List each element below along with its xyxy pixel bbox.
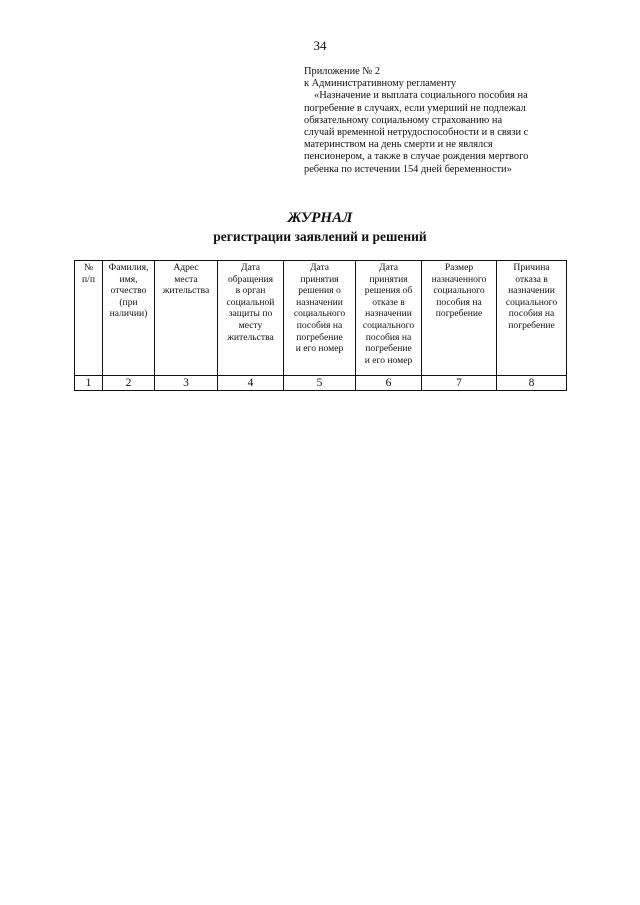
appendix-line: материнством на день смерти и не являлся (304, 139, 493, 151)
column-number: 5 (284, 376, 356, 391)
appendix-line: к Административному регламенту (304, 78, 457, 90)
document-subtitle: регистрации заявлений и решений (213, 229, 427, 244)
column-number: 2 (103, 376, 155, 391)
appendix-line: обязательному социальному страхованию на (304, 114, 503, 126)
column-header: № п/п (75, 261, 103, 376)
column-header: Дата принятия решения об отказе в назначении социального пособия на погребение и его номер (356, 261, 422, 376)
appendix-line: Приложение № 2 (304, 66, 381, 77)
column-header: Фамилия, имя, отчество (при наличии) (103, 261, 155, 376)
appendix-line: пенсионером, а также в случае рождения мертвого (304, 151, 529, 163)
appendix-line: «Назначение и выплата социального пособия на (314, 90, 528, 102)
column-number: 1 (75, 376, 103, 391)
column-number: 4 (218, 376, 284, 391)
journal-table (74, 260, 567, 391)
header-row (75, 261, 567, 376)
column-number: 3 (155, 376, 218, 391)
column-header: Дата обращения в орган социальной защиты по месту жительства (218, 261, 284, 376)
appendix-line: погребение в случаях, если умерший не подлежал (304, 102, 526, 114)
page-number: 34 (313, 38, 327, 53)
appendix-block (304, 66, 576, 176)
column-header: Причина отказа в назначении социального пособия на погребение (497, 261, 567, 376)
column-number: 8 (497, 376, 567, 391)
column-number: 6 (356, 376, 422, 391)
column-number-row (75, 376, 567, 391)
column-header: Дата принятия решения о назначении социального пособия на погребение и его номер (284, 261, 356, 376)
column-number: 7 (422, 376, 497, 391)
document-title: ЖУРНАЛ (287, 210, 353, 226)
appendix-line: ребенка по истечении 154 дней беременности» (304, 163, 512, 175)
column-header: Размер назначенного социального пособия на погребение (422, 261, 497, 376)
appendix-line: случай временной нетрудоспособности и в связи с (304, 127, 529, 139)
column-header: Адрес места жительства (155, 261, 218, 376)
